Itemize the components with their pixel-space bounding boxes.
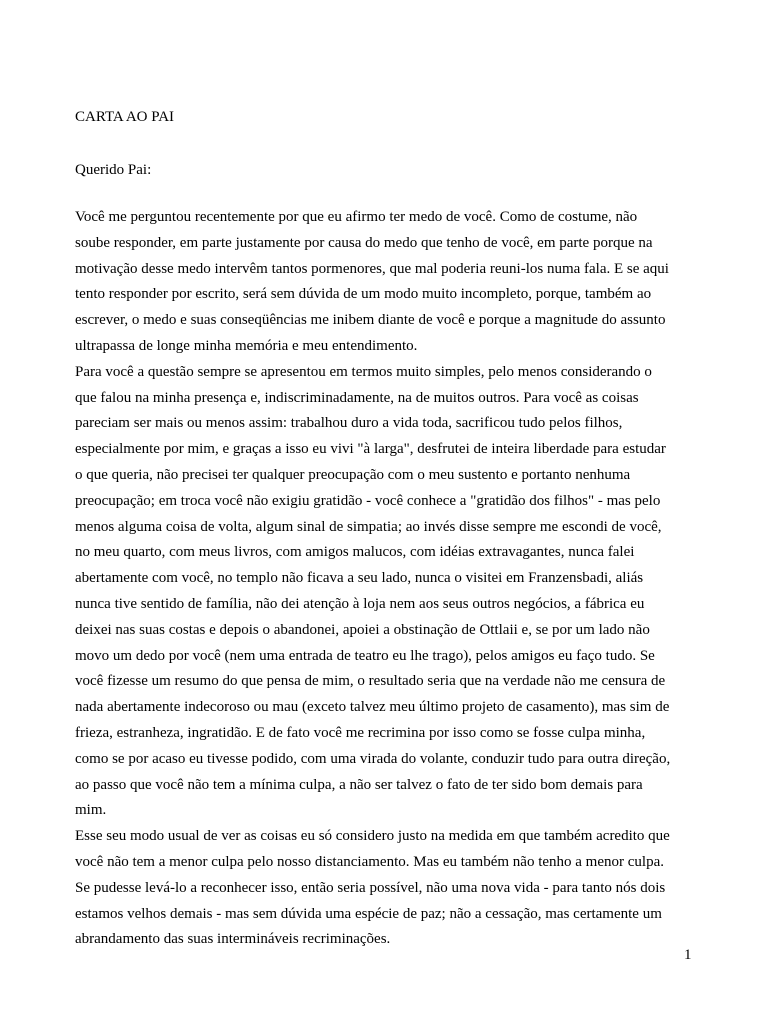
- text-line: no meu quarto, com meus livros, com amigos malucos, com idéias extravagantes, nunca falei: [75, 544, 635, 561]
- document-title: CARTA AO PAI: [75, 109, 175, 125]
- text-line: ultrapassa de longe minha memória e meu entendimento.: [75, 337, 418, 354]
- text-line: o que queria, não precisei ter qualquer preocupação com o meu sustento e portanto nenhuma: [75, 466, 631, 483]
- text-line: especialmente por mim, e graças a isso eu vivi "à larga", desfrutei de inteira liberdade para estudar: [75, 441, 666, 458]
- letter-body: [75, 208, 715, 956]
- text-line: frieza, estranheza, ingratidão. E de fato você me recrimina por isso como se fosse culpa minha,: [75, 724, 646, 741]
- text-line: preocupação; em troca você não exigiu gratidão - você conhece a "gratidão dos filhos" - mas pelo: [75, 492, 661, 509]
- text-line: abertamente com você, no templo não ficava a seu lado, nunca o visitei em Franzensbadi, aliás: [75, 570, 644, 587]
- text-line: motivação desse medo intervêm tantos pormenores, que mal poderia reuni-los numa fala. E se aqui: [75, 260, 669, 277]
- text-line: Se pudesse levá-lo a reconhecer isso, então seria possível, não uma nova vida - para tanto nós dois: [75, 879, 666, 896]
- text-line: Você me perguntou recentemente por que eu afirmo ter medo de você. Como de costume, não: [75, 209, 638, 225]
- salutation: Querido Pai:: [75, 162, 152, 178]
- text-line: pareciam ser mais ou menos assim: trabalhou duro a vida toda, sacrificou tudo pelos filhos,: [75, 415, 623, 432]
- text-line: menos alguma coisa de volta, algum sinal de simpatia; ao invés disse sempre me escondi de você,: [75, 518, 662, 535]
- text-line: nunca tive sentido de família, não dei atenção à loja nem aos seus outros negócios, a fábrica eu: [75, 595, 645, 612]
- text-line: mim.: [75, 802, 107, 819]
- text-line: como se por acaso eu tivesse podido, com uma virada do volante, conduzir tudo para outra direção,: [75, 750, 671, 767]
- text-line: você não tem a menor culpa pelo nosso distanciamento. Mas eu também não tenho a menor culpa.: [75, 853, 664, 870]
- text-line: Para você a questão sempre se apresentou em termos muito simples, pelo menos considerando o: [75, 363, 652, 380]
- text-line: tento responder por escrito, será sem dúvida de um modo muito incompleto, porque, também ao: [75, 286, 652, 303]
- page-number: 1: [684, 947, 692, 963]
- text-line: ao passo que você não tem a mínima culpa, a não ser talvez o fato de ter sido bom demais para: [75, 776, 643, 793]
- text-line: que falou na minha presença e, indiscriminadamente, na de muitos outros. Para você as coisas: [75, 389, 639, 406]
- text-line: deixei nas suas costas e depois o abandonei, apoiei a obstinação de Ottlaii e, se por um lado não: [75, 621, 650, 638]
- text-line: você fizesse um resumo do que pensa de mim, o resultado seria que na verdade não me censura de: [75, 673, 666, 690]
- text-line: abrandamento das suas intermináveis recriminações.: [75, 931, 391, 948]
- text-line: nada abertamente indecoroso ou mau (exceto talvez meu último projeto de casamento), mas sim de: [75, 699, 670, 716]
- text-line: escrever, o medo e suas conseqüências me inibem diante de você e porque a magnitude do assunto: [75, 312, 666, 329]
- text-line: movo um dedo por você (nem uma entrada de teatro eu lhe trago), pelos amigos eu faço tudo. Se: [75, 647, 655, 664]
- text-line: soube responder, em parte justamente por causa do medo que tenho de você, em parte porque na: [75, 234, 653, 251]
- text-line: Esse seu modo usual de ver as coisas eu só considero justo na medida em que também acredito que: [75, 828, 670, 845]
- text-line: estamos velhos demais - mas sem dúvida uma espécie de paz; não a cessação, mas certamente um: [75, 905, 662, 922]
